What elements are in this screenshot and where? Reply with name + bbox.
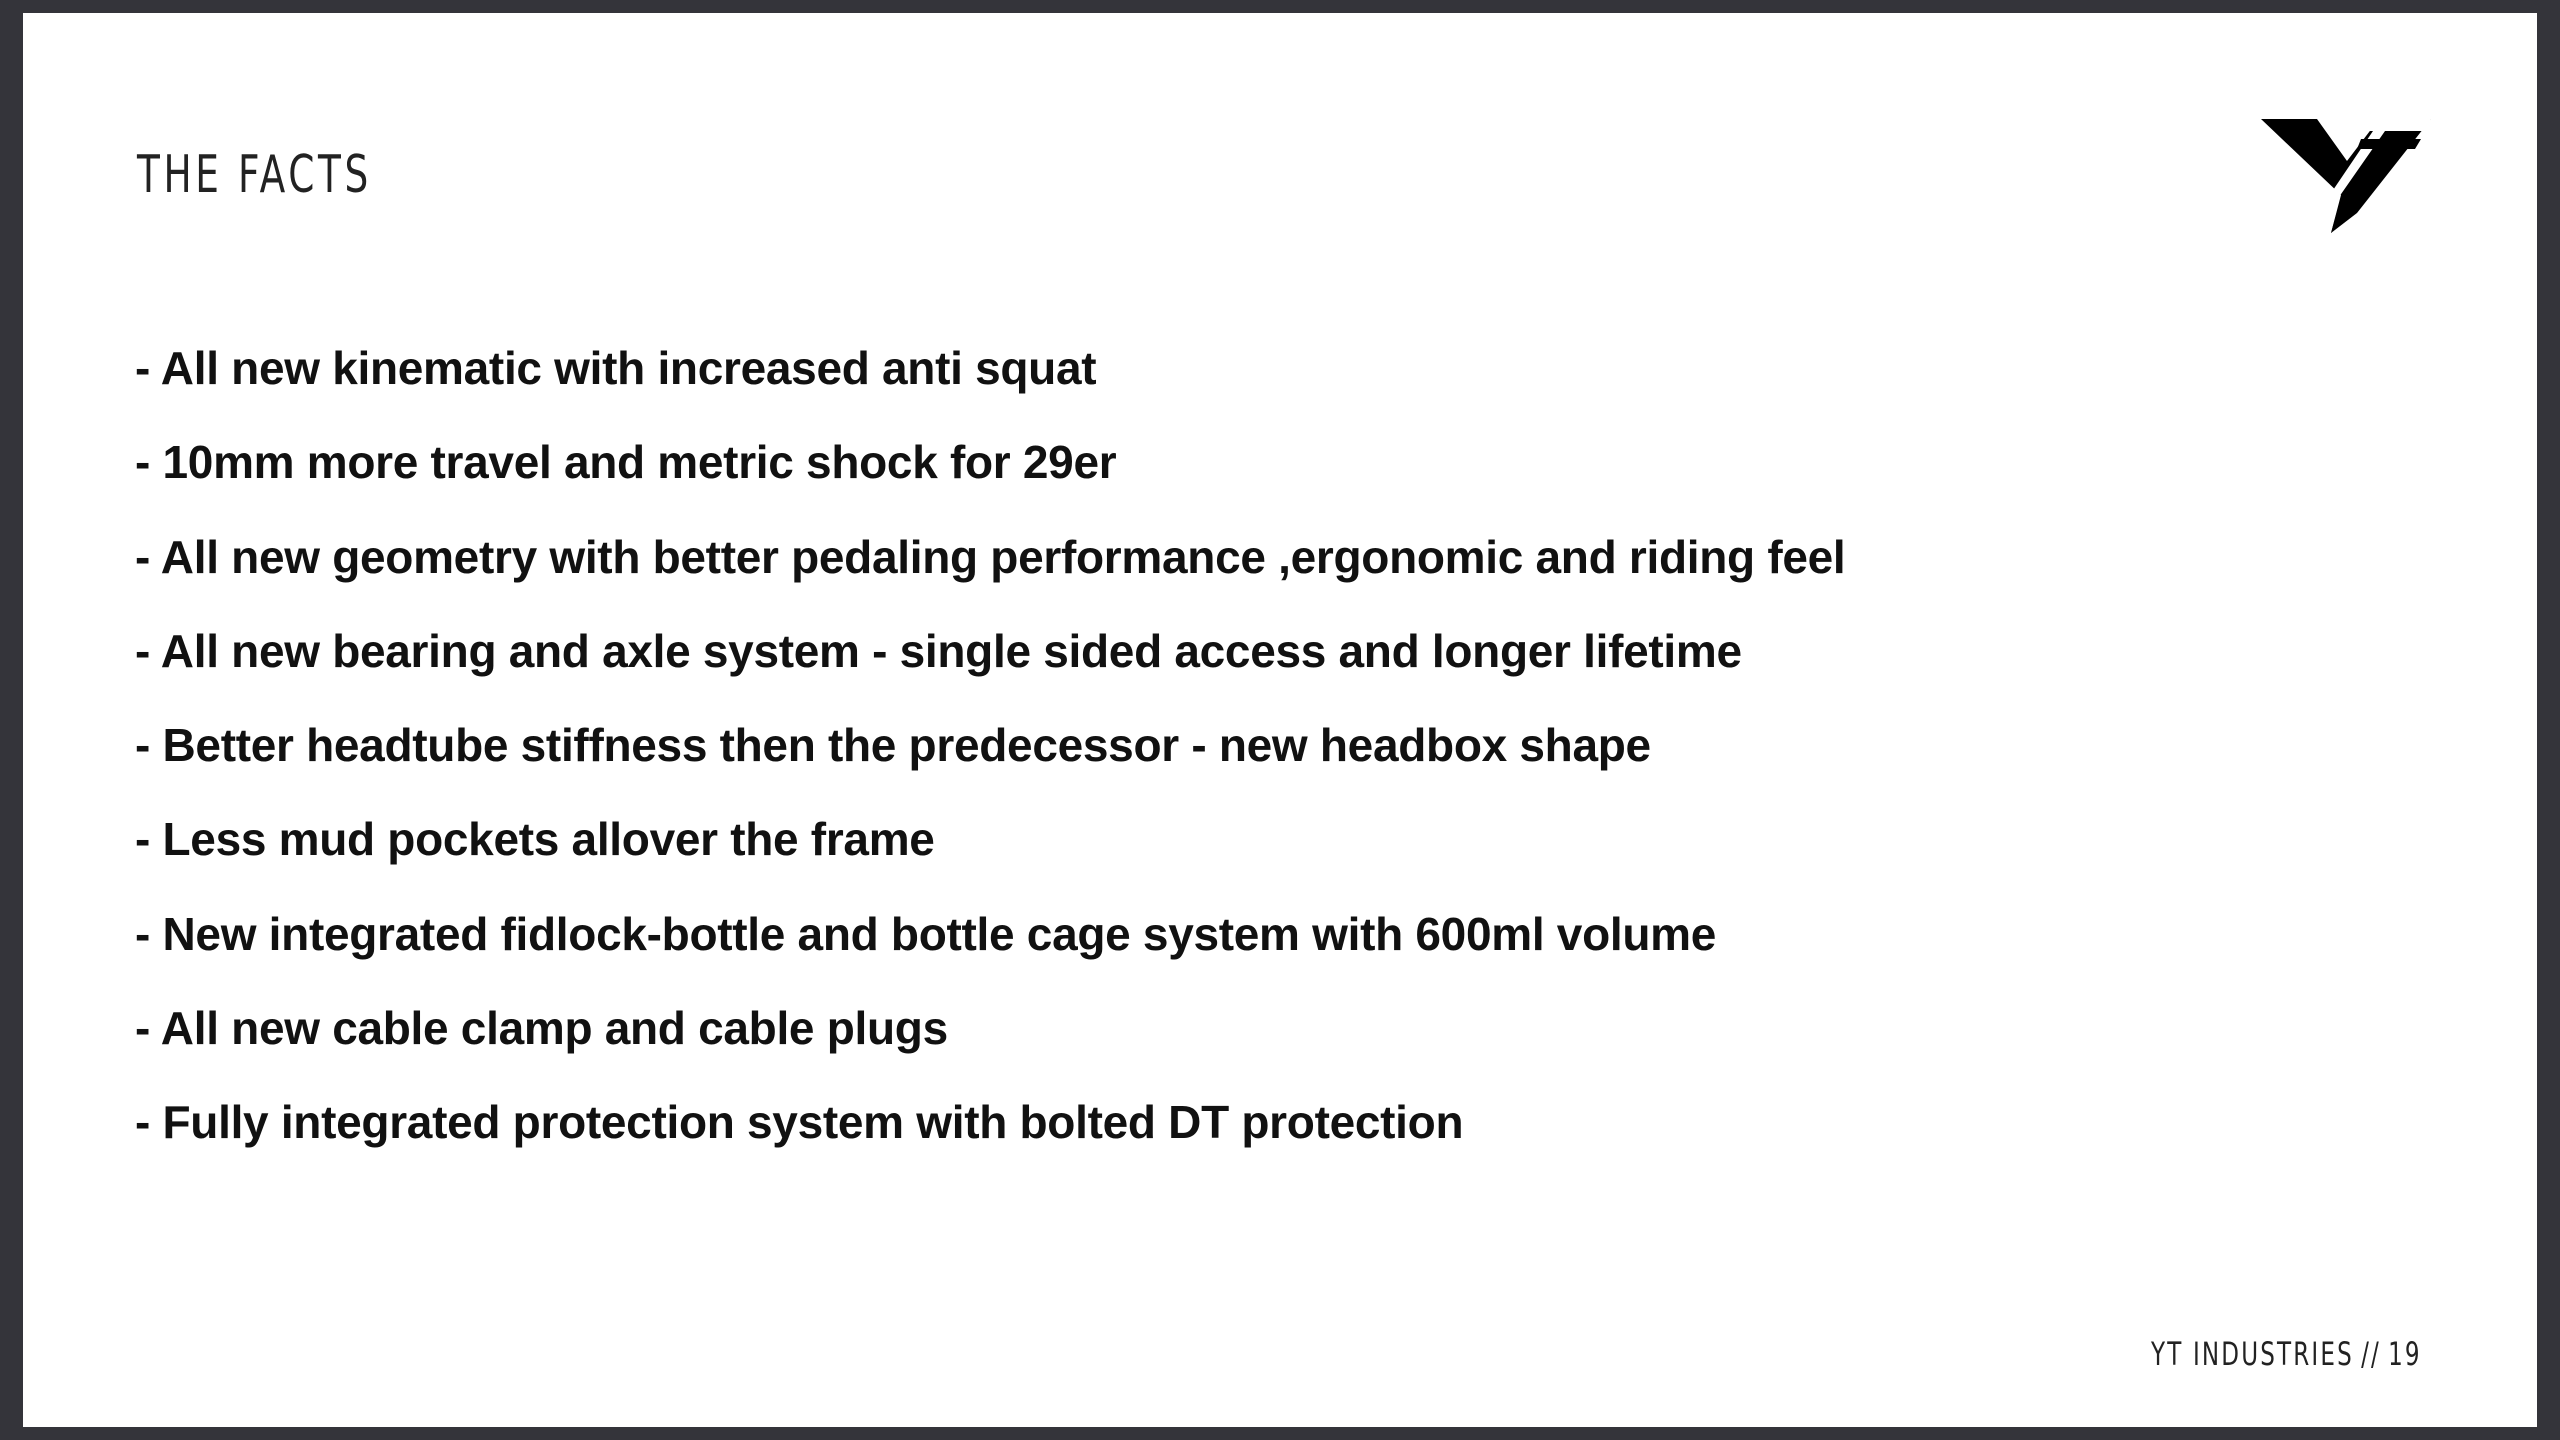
facts-list bbox=[135, 333, 1845, 1182]
fact-item: - All new cable clamp and cable plugs bbox=[135, 1002, 948, 1055]
fact-item: - Less mud pockets allover the frame bbox=[135, 813, 935, 866]
slide-footer bbox=[2151, 1335, 2422, 1373]
fact-item: - All new bearing and axle system - single sided access and longer lifetime bbox=[135, 624, 1742, 677]
fact-item: - Fully integrated protection system with bolted DT protection bbox=[135, 1096, 1464, 1149]
fact-item: - All new geometry with better pedaling performance ,ergonomic and riding feel bbox=[135, 530, 1846, 583]
slide-title: THE FACTS bbox=[137, 145, 372, 205]
slide bbox=[23, 13, 2537, 1427]
yt-logo-icon bbox=[2261, 117, 2431, 233]
fact-item: - All new kinematic with increased anti squat bbox=[135, 342, 1097, 394]
fact-item: - New integrated fidlock-bottle and bottle cage system with 600ml volume bbox=[135, 907, 1717, 960]
footer-company: YT INDUSTRIES bbox=[2151, 1335, 2354, 1373]
footer-separator: // bbox=[2361, 1335, 2381, 1373]
fact-item: - 10mm more travel and metric shock for 29er bbox=[135, 436, 1117, 489]
page-number: 19 bbox=[2388, 1335, 2422, 1373]
fact-item: - Better headtube stiffness then the predecessor - new headbox shape bbox=[135, 719, 1651, 772]
